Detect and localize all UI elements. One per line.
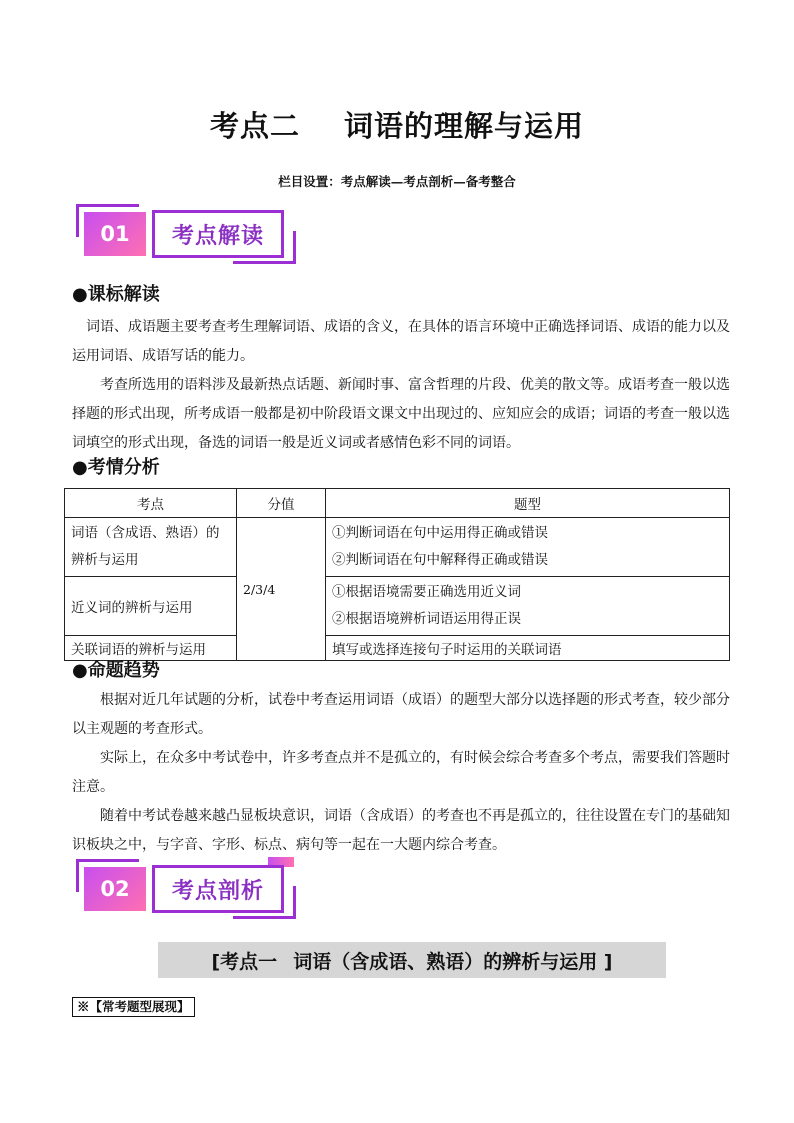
type-cell: [326, 577, 730, 636]
banner-part-1: [考点一: [211, 950, 278, 973]
header-cell: 考点: [65, 489, 237, 518]
title-part-2: 词语的理解与运用: [344, 109, 585, 143]
type-line: ②判断词语在句中解释得正确或错误: [332, 552, 548, 568]
banner-part-2: 词语（含成语、熟语）的辨析与运用 ]: [293, 950, 613, 973]
section-badge-02: [72, 857, 298, 921]
heading-curriculum: ●课标解读: [72, 284, 160, 305]
trends-text: [72, 686, 732, 860]
table-header-row: [65, 489, 730, 518]
type-cell: 填写或选择连接句子时运用的关联词语: [326, 636, 730, 661]
paragraph: 考查所选用的语料涉及最新热点话题、新闻时事、富含哲理的片段、优美的散文等。成语考查一般以选择题的形式出现，所考成语一般都是初中阶段语文课文中出现过的、应知应会的成语；词语的考查一般以选词填空的形式出现，备选的词语一般是近义词或者感情色彩不同的词语。: [72, 377, 730, 451]
type-line: ②根据语境辨析词语运用得正误: [332, 611, 521, 627]
paragraph: 随着中考试卷越来越凸显板块意识，词语（含成语）的考查也不再是孤立的，往往设置在专门的基础知识板块之中，与字音、字形、标点、病句等一起在一大题内综合考查。: [72, 808, 730, 853]
analysis-table: [64, 488, 730, 661]
section-badge-01: [72, 202, 298, 266]
badge-label: 考点解读: [152, 210, 284, 258]
table-row: [65, 636, 730, 661]
point-cell: 关联词语的辨析与运用: [65, 636, 237, 661]
topic-banner: [158, 942, 666, 978]
heading-trends: ●命题趋势: [72, 660, 160, 681]
type-cell: [326, 518, 730, 577]
page-title: [0, 104, 794, 145]
question-type-label: ※【常考题型展现】: [72, 997, 195, 1017]
header-cell: 题型: [326, 489, 730, 518]
score-cell: 2/3/4: [237, 518, 326, 661]
table-row: [65, 518, 730, 577]
badge-number: 01: [84, 212, 146, 256]
badge-label: 考点剖析: [152, 865, 284, 913]
paragraph: 词语、成语题主要考查考生理解词语、成语的含义，在具体的语言环境中正确选择词语、成语的能力以及运用词语、成语写话的能力。: [72, 319, 730, 364]
paragraph: 实际上，在众多中考试卷中，许多考查点并不是孤立的，有时候会综合考查多个考点，需要我们答题时注意。: [72, 750, 730, 795]
badge-number: 02: [84, 867, 146, 911]
point-cell: 词语（含成语、熟语）的辨析与运用: [65, 518, 237, 577]
column-settings: 栏目设置：考点解读—考点剖析—备考整合: [278, 174, 516, 189]
header-cell: 分值: [237, 489, 326, 518]
title-part-1: 考点二: [209, 109, 300, 143]
type-line: ①判断词语在句中运用得正确或错误: [332, 525, 548, 541]
heading-analysis: ●考情分析: [72, 457, 160, 478]
point-cell: 近义词的辨析与运用: [65, 577, 237, 636]
type-line: ①根据语境需要正确选用近义词: [332, 584, 521, 600]
curriculum-text: [72, 313, 732, 458]
table-row: [65, 577, 730, 636]
paragraph: 根据对近几年试题的分析，试卷中考查运用词语（成语）的题型大部分以选择题的形式考查，较少部分以主观题的考查形式。: [72, 692, 730, 737]
